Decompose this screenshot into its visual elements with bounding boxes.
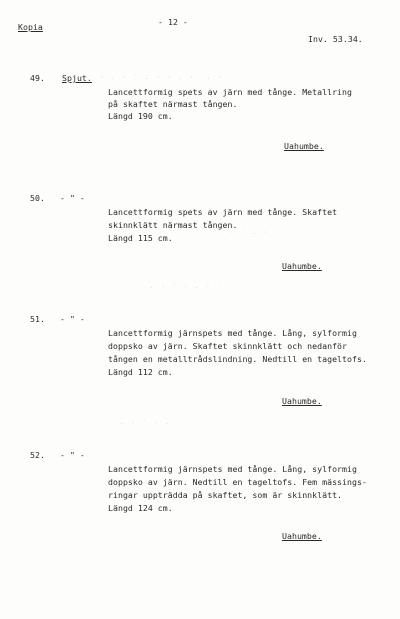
entry-description-line: ringar uppträdda på skaftet, som är skinnklätt. — [108, 490, 343, 500]
entry-description-line: Lancettformig järnspets med tånge. Lång, sylformig — [108, 464, 357, 474]
entry-origin: Uahumbe. — [282, 261, 322, 271]
entry-origin: Uahumbe. — [282, 531, 322, 541]
entry-type: Spjut. — [62, 73, 92, 83]
entry-description-line: Längd 115 cm. — [108, 233, 173, 243]
entry-description-line: Längd 190 cm. — [108, 111, 173, 121]
entry-number: 49. — [30, 73, 45, 83]
entry-description-line: Lancettformig spets av järn med tånge. Metallring — [108, 87, 352, 97]
entry-number: 52. — [30, 450, 45, 460]
entry-description-line: tången en metalltrådslindning. Nedtill en tageltofs. — [108, 354, 367, 364]
entry-description-line: Lancettformig spets av järn med tånge. Skaftet — [108, 207, 338, 217]
show-through-speckle: · ˙ . · — [230, 229, 270, 236]
entry-description-line: Längd 124 cm. — [108, 503, 173, 513]
entry-description-line: doppsko av järn. Skaftet skinnklätt och nedanför — [108, 341, 348, 351]
entry-origin: Uahumbe. — [284, 141, 324, 151]
entry-description-line: Lancettformig järnspets med tånge. Lång, sylformig — [108, 328, 357, 338]
entry-description-line: på skaftet närmast tången. — [108, 99, 238, 109]
show-through-speckle: · . · ˙ . · · . ·˙ . · — [100, 74, 224, 81]
entry-description-line: doppsko av järn. Nedtill en tageltofs. Fem mässings- — [108, 477, 367, 487]
entry-number: 51. — [30, 314, 45, 324]
copy-label: Kopia — [18, 22, 43, 32]
show-through-speckle: . · ˙ · . · ˙ — [150, 283, 223, 290]
entry-description-line: skinnklätt närmast tången. — [108, 220, 238, 230]
inventory-number: Inv. 53.34. — [308, 34, 363, 44]
entry-type: - " - — [60, 450, 85, 460]
entry-number: 50. — [30, 193, 45, 203]
entry-origin: Uahumbe. — [282, 396, 322, 406]
entry-type: - " - — [60, 193, 85, 203]
entry-description-line: Längd 112 cm. — [108, 367, 173, 377]
page-number: - 12 - — [158, 17, 188, 27]
show-through-speckle: . · ˙ · . — [120, 419, 171, 426]
entry-type: - " - — [60, 314, 85, 324]
